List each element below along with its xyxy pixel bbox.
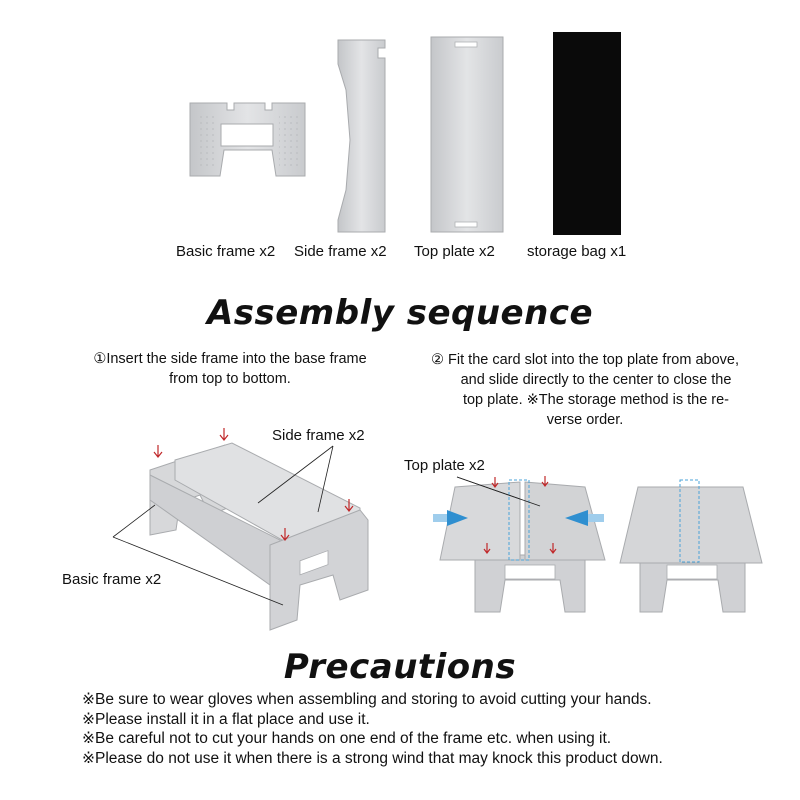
callout-top-plate: Top plate x2 bbox=[404, 457, 485, 474]
precaution-item: ※Please do not use it when there is a strong wind that may knock this product down. bbox=[82, 749, 663, 767]
part-label-storage-bag: storage bag x1 bbox=[527, 243, 627, 260]
step2-line: ② Fit the card slot into the top plate from above, bbox=[431, 352, 739, 368]
step1-instructions bbox=[60, 349, 400, 389]
step2-instructions bbox=[410, 350, 760, 430]
step1-line: from top to bottom. bbox=[169, 371, 291, 387]
precautions-list bbox=[82, 690, 663, 768]
assembly-step2-illustration-b bbox=[620, 480, 762, 612]
storage-bag-part bbox=[553, 32, 621, 235]
precaution-item: ※Please install it in a flat place and use it. bbox=[82, 710, 370, 728]
top-plate-part bbox=[431, 37, 503, 232]
part-label-side-frame: Side frame x2 bbox=[294, 243, 387, 260]
precaution-item: ※Be sure to wear gloves when assembling and storing to avoid cutting your hands. bbox=[82, 691, 652, 708]
assembly-step1-illustration bbox=[113, 428, 368, 630]
precaution-item: ※Be careful not to cut your hands on one end of the frame etc. when using it. bbox=[82, 730, 612, 747]
assembly-step2-illustration-a bbox=[433, 476, 605, 612]
side-frame-part bbox=[338, 40, 385, 232]
step1-line: ①Insert the side frame into the base frame bbox=[93, 351, 367, 367]
part-label-basic-frame: Basic frame x2 bbox=[176, 243, 276, 260]
precautions-heading: Precautions bbox=[283, 647, 517, 687]
callout-basic-frame: Basic frame x2 bbox=[62, 571, 162, 588]
part-label-top-plate: Top plate x2 bbox=[414, 243, 495, 260]
step2-line: and slide directly to the center to close the bbox=[460, 372, 732, 388]
callout-side-frame: Side frame x2 bbox=[272, 427, 365, 444]
step2-line: top plate. ※The storage method is the re- bbox=[462, 392, 730, 408]
basic-frame-part bbox=[190, 103, 305, 176]
step2-line: verse order. bbox=[546, 412, 624, 428]
assembly-sequence-heading: Assembly sequence bbox=[206, 293, 594, 333]
